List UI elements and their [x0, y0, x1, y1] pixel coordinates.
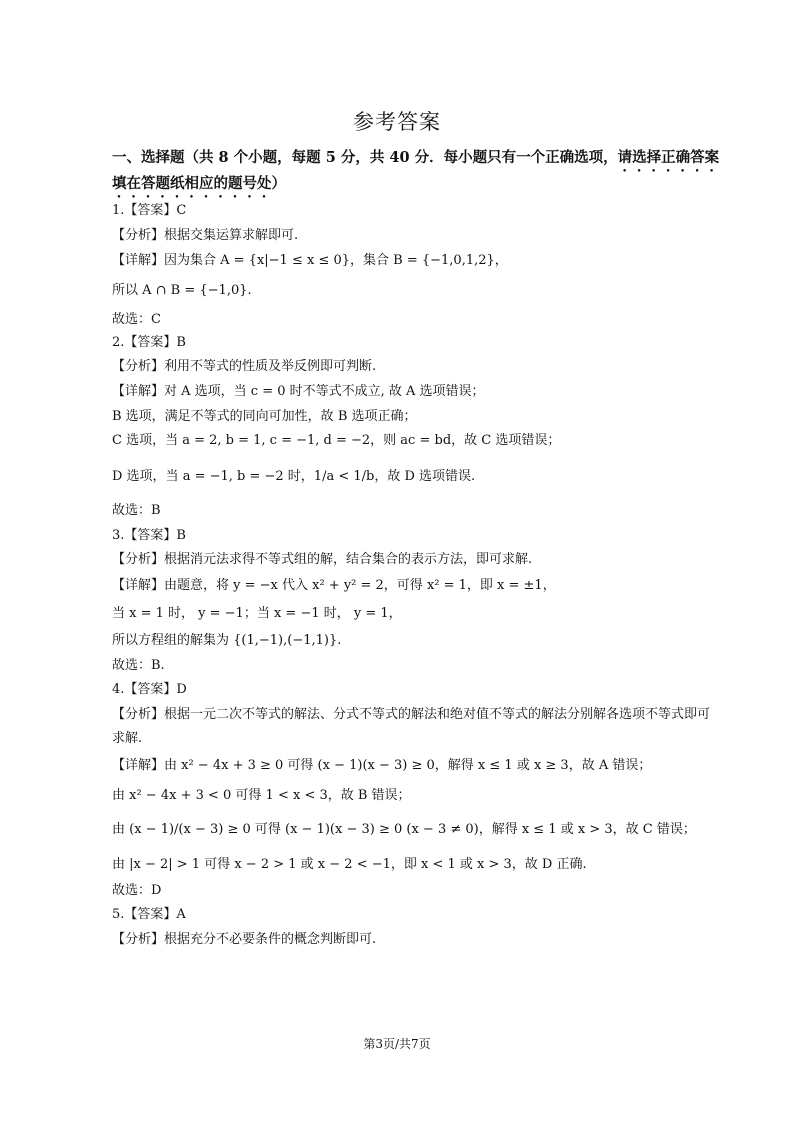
detail-2-a: 【详解】对 A 选项，当 c = 0 时不等式不成立, 故 A 选项错误； [112, 384, 485, 399]
answer-5-label: 5.【答案】A [112, 907, 186, 922]
detail-4-a: 【详解】由 x² − 4x + 3 ≥ 0 可得 (x − 1)(x − 3) ≥ 0，解得 x ≤ 1 或 x ≥ 3，故 A 错误； [112, 758, 652, 773]
choice-4: 故选：D [112, 883, 162, 898]
detail-1: 【详解】因为集合 A = {x|−1 ≤ x ≤ 0}，集合 B = {−1,0,1,2}， [112, 253, 508, 268]
section-heading-close: ） [271, 175, 286, 192]
answer-2-label: 2.【答案】B [112, 335, 186, 350]
answer-4-label: 4.【答案】D [112, 682, 187, 697]
detail-4-d: 由 |x − 2| > 1 可得 x − 2 > 1 或 x − 2 < −1，即 x < 1 或 x > 3，故 D 正确. [112, 857, 587, 872]
answer-3-label: 3.【答案】B [112, 528, 186, 543]
detail-2-b: B 选项，满足不等式的同向可加性，故 B 选项正确； [112, 409, 417, 424]
page-footer: 第3页/共7页 [363, 1037, 431, 1051]
choice-2: 故选：B [112, 503, 161, 518]
section-heading-emphasis-1: 请选择正确答案 [617, 149, 720, 166]
analysis-4: 【分析】根据一元二次不等式的解法、分式不等式的解法和绝对值不等式的解法分别解各选项不等式即可 [112, 707, 711, 722]
analysis-2: 【分析】利用不等式的性质及举反例即可判断. [112, 359, 377, 374]
detail-4-b: 由 x² − 4x + 3 < 0 可得 1 < x < 3，故 B 错误； [112, 788, 411, 803]
detail-1-result: 所以 A ∩ B = {−1,0}. [112, 283, 252, 298]
section-heading-line-1 [112, 148, 720, 175]
detail-3-b: 当 x = 1 时， y = −1；当 x = −1 时， y = 1， [112, 606, 402, 621]
section-heading-emphasis-2: 填在答题纸相应的题号处 [112, 175, 272, 192]
detail-4-c: 由 (x − 1)/(x − 3) ≥ 0 可得 (x − 1)(x − 3) ≥ 0 (x − 3 ≠ 0)，解得 x ≤ 1 或 x > 3，故 C 错误； [112, 822, 696, 837]
analysis-4-cont: 求解. [112, 731, 143, 746]
analysis-3: 【分析】根据消元法求得不等式组的解，结合集合的表示方法，即可求解. [112, 552, 533, 567]
page-title: 参考答案 [353, 110, 441, 134]
choice-1: 故选：C [112, 312, 161, 327]
detail-2-d: D 选项，当 a = −1, b = −2 时，1/a < 1/b，故 D 选项错误. [112, 469, 476, 484]
analysis-1: 【分析】根据交集运算求解即可. [112, 228, 299, 243]
detail-2-c: C 选项，当 a = 2, b = 1, c = −1, d = −2，则 ac = bd，故 C 选项错误； [112, 433, 561, 448]
section-heading-line-2 [112, 174, 692, 201]
detail-3-a: 【详解】由题意，将 y = −x 代入 x² + y² = 2，可得 x² = 1，即 x = ±1， [112, 578, 556, 593]
analysis-5: 【分析】根据充分不必要条件的概念判断即可. [112, 932, 377, 947]
choice-3: 故选：B. [112, 658, 165, 673]
answer-1-label: 1.【答案】C [112, 203, 187, 218]
detail-3-c: 所以方程组的解集为 {(1,−1),(−1,1)}. [112, 633, 342, 648]
section-heading-text: 一、选择题（共 8 个小题，每题 5 分，共 40 分．每小题只有一个正确选项， [112, 149, 618, 166]
